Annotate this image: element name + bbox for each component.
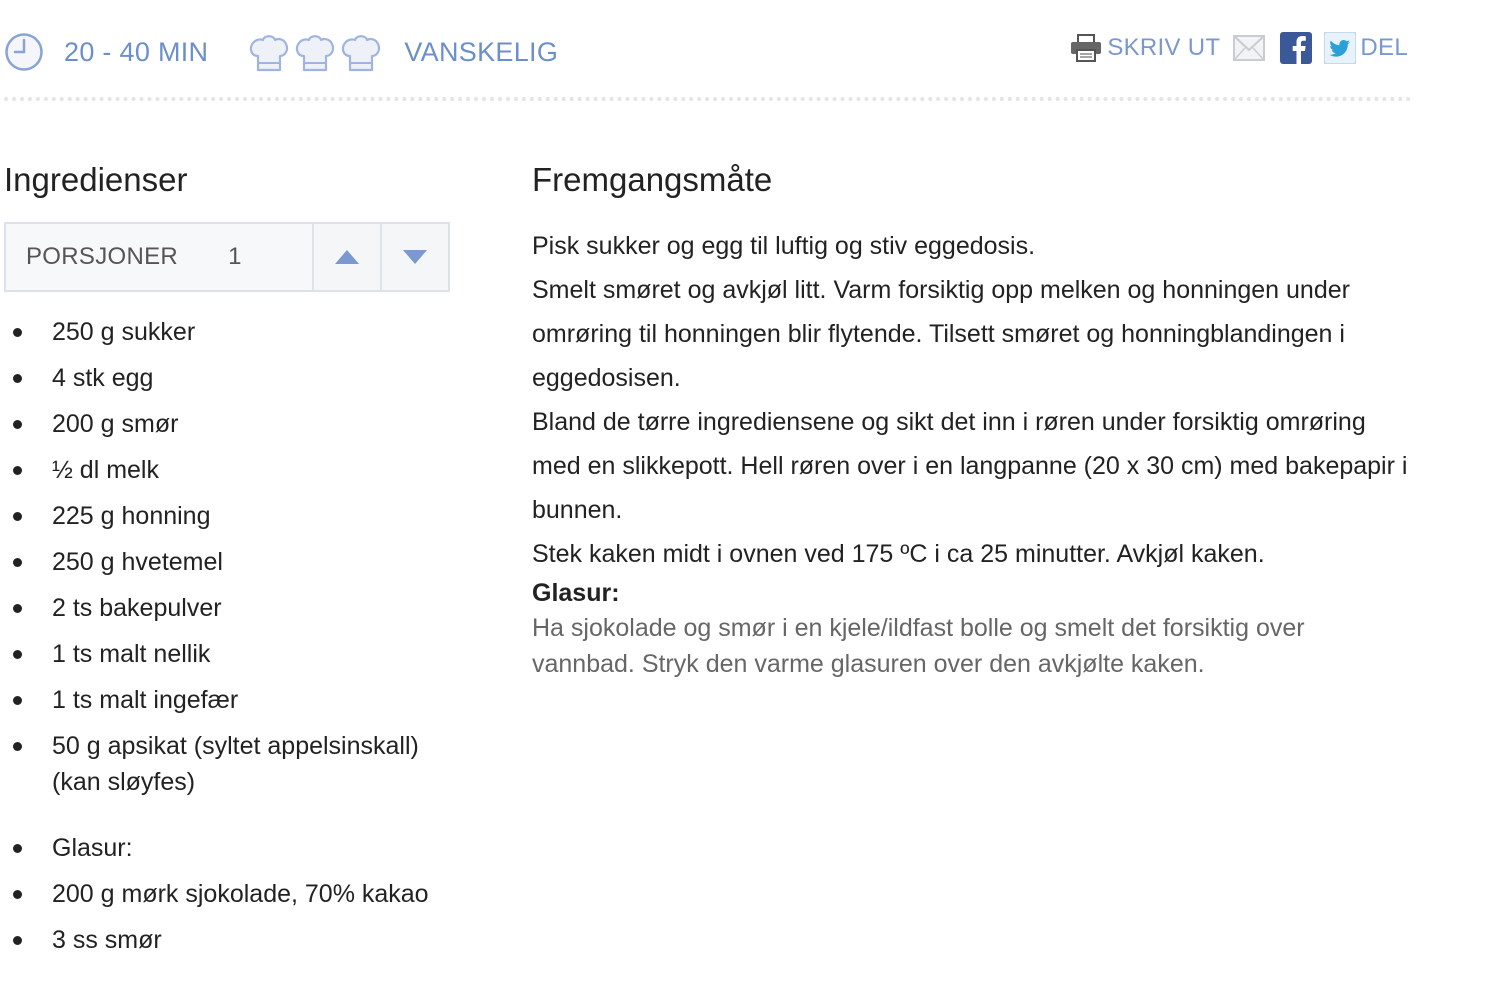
ingredient-item	[4, 876, 464, 912]
printer-icon[interactable]	[1069, 33, 1103, 63]
portion-increase-button[interactable]	[314, 224, 380, 290]
facebook-icon[interactable]	[1280, 32, 1312, 64]
ingredient-item	[4, 406, 464, 442]
ingredient-item	[4, 498, 464, 534]
method-section	[532, 156, 1412, 682]
glaze-title: Glasur:	[532, 579, 620, 607]
portion-decrease-button[interactable]	[380, 224, 448, 290]
method-steps	[532, 224, 1412, 576]
bullet	[13, 374, 22, 383]
cooking-time: 20 - 40 MIN	[64, 36, 209, 67]
ingredient-item	[4, 452, 464, 488]
portion-label: PORSJONER	[26, 243, 179, 270]
ingredient-text: 200 g smør	[52, 410, 179, 438]
bullet	[13, 328, 22, 337]
clock-icon	[4, 32, 44, 72]
portion-selector	[4, 222, 450, 292]
ingredient-text: 50 g apsikat (syltet appelsinskall) (kan sløyfes)	[52, 732, 419, 796]
bullet	[13, 512, 22, 521]
glaze-text: Ha sjokolade og smør i en kjele/ildfast bolle og smelt det forsiktig over vannbad. Stryk den varme glasuren over den avkjølte kaken.	[532, 614, 1305, 678]
arrow-up-icon	[334, 248, 360, 266]
ingredient-item	[4, 728, 464, 800]
chef-hat-icon	[340, 30, 382, 74]
ingredient-item	[4, 544, 464, 580]
ingredient-text: 200 g mørk sjokolade, 70% kakao	[52, 880, 429, 908]
twitter-icon[interactable]	[1324, 32, 1356, 64]
ingredient-item	[4, 636, 464, 672]
bullet	[13, 650, 22, 659]
ingredient-item	[4, 314, 464, 350]
recipe-meta-bar	[0, 20, 1412, 84]
ingredients-heading: Ingredienser	[4, 161, 188, 198]
bullet	[13, 696, 22, 705]
ingredient-text: 1 ts malt ingefær	[52, 686, 239, 714]
chef-hat-icon	[248, 30, 290, 74]
difficulty-label: VANSKELIG	[404, 36, 559, 67]
ingredient-list	[4, 314, 464, 958]
method-heading: Fremgangsmåte	[532, 161, 773, 198]
method-step: Stek kaken midt i ovnen ved 175 ºC i ca 25 minutter. Avkjøl kaken.	[532, 540, 1265, 568]
ingredient-item	[4, 590, 464, 626]
ingredient-text: 2 ts bakepulver	[52, 594, 222, 622]
ingredient-text: 225 g honning	[52, 502, 211, 530]
share-toolbar	[1069, 30, 1408, 66]
header-divider	[4, 97, 1412, 101]
method-step: Smelt smøret og avkjøl litt. Varm forsiktig opp melken og honningen under omrøring til honningen blir flytende. Tilsett smøret og honningblandingen i eggedosisen.	[532, 276, 1350, 392]
chef-hat-icon	[294, 30, 336, 74]
ingredient-text: 250 g hvetemel	[52, 548, 223, 576]
share-link[interactable]: DEL	[1360, 34, 1408, 61]
bullet	[13, 604, 22, 613]
portion-count: 1	[228, 243, 242, 270]
arrow-down-icon	[402, 248, 428, 266]
ingredient-item	[4, 830, 464, 866]
ingredient-text: 3 ss smør	[52, 926, 162, 954]
ingredient-text: 250 g sukker	[52, 318, 196, 346]
method-step: Bland de tørre ingrediensene og sikt det inn i røren under forsiktig omrøring med en slikkepott. Hell røren over i en langpanne (20 x 30 cm) med bakepapir i bunnen.	[532, 408, 1408, 524]
bullet	[13, 558, 22, 567]
mail-icon[interactable]	[1232, 33, 1266, 63]
ingredient-item	[4, 922, 464, 958]
bullet	[13, 420, 22, 429]
ingredient-item	[4, 682, 464, 718]
portion-info	[6, 224, 314, 290]
ingredient-text: 1 ts malt nellik	[52, 640, 211, 668]
bullet	[13, 844, 22, 853]
bullet	[13, 742, 22, 751]
bullet	[13, 890, 22, 899]
ingredient-text: 4 stk egg	[52, 364, 154, 392]
ingredient-text: ½ dl melk	[52, 456, 159, 484]
bullet	[13, 936, 22, 945]
difficulty-rating	[248, 30, 382, 74]
print-link[interactable]: SKRIV UT	[1107, 34, 1221, 61]
ingredient-item	[4, 360, 464, 396]
method-step: Pisk sukker og egg til luftig og stiv eggedosis.	[532, 232, 1036, 260]
recipe-meta-info	[4, 28, 558, 76]
ingredients-section	[4, 156, 464, 968]
bullet	[13, 466, 22, 475]
ingredient-text: Glasur:	[52, 834, 133, 862]
